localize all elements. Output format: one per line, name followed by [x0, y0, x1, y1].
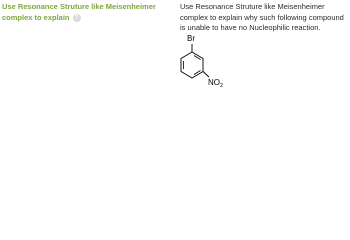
bromine-label: Br [187, 34, 195, 43]
benzene-ring [181, 52, 203, 78]
question-circle-icon[interactable]: ? [73, 14, 81, 22]
question-card [0, 0, 350, 98]
nitro-label: $NO_2$ [208, 78, 224, 89]
question-body: Use Resonance Struture like Meisenheimer complex to explain why such following compound is unable to have no Nucleophilic reaction. [180, 2, 344, 32]
question-title[interactable] [2, 2, 172, 23]
bond-no2 [203, 72, 209, 78]
question-title-text[interactable]: Use Resonance Struture like Meisenheimer complex to explain [2, 2, 156, 22]
molecule-structure [172, 32, 242, 96]
